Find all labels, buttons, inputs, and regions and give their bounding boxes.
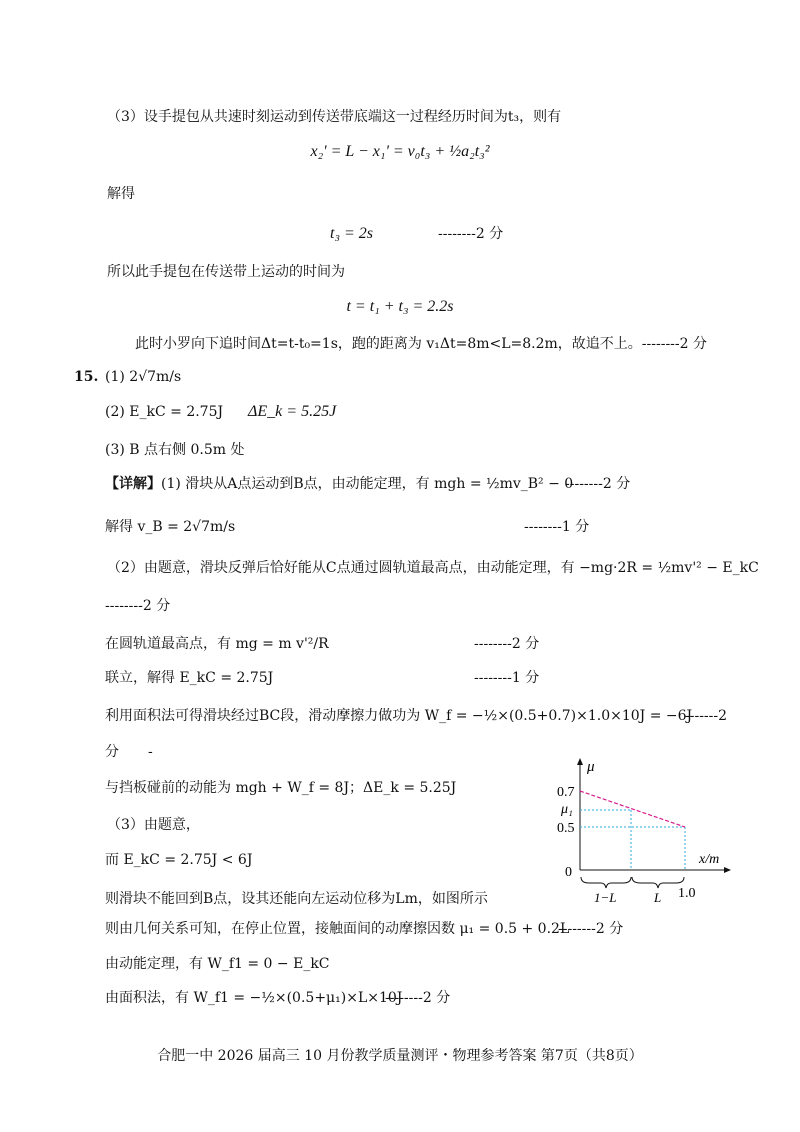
q15-number: 15. <box>74 369 99 385</box>
segment-1-L: 1−L <box>594 890 617 905</box>
q15-part3-mianji: 由面积法，有 W_f1 = −½×(0.5+μ₁)×L×10J <box>105 990 403 1006</box>
q15-fen: 分 <box>105 744 119 760</box>
q15-part3-dongneng: 由动能定理，有 W_f1 = 0 − E_kC <box>105 956 330 972</box>
tick-1.0: 1.0 <box>678 886 696 901</box>
q15-lianli-mark: --------1 分 <box>474 670 540 686</box>
detail-1-text: (1) 滑块从A点运动到B点，由动能定理，有 mgh = ½mv_B² − 0 <box>161 476 574 492</box>
segment-L: L <box>654 890 662 905</box>
x-axis-arrow <box>724 867 731 873</box>
q14-text-2: 所以此手提包在传送带上运动的时间为 <box>107 264 345 280</box>
q15-part3-cannot: 则滑块不能回到B点，设其还能向左运动位移为Lm，如图所示 <box>105 891 488 907</box>
q15-top-text: 在圆轨道最高点，有 mg = m v'²/R <box>105 636 329 652</box>
q14-formula-3: t = t₁ + t₃ = 2.2s <box>346 298 454 315</box>
detail-label: 【详解】 <box>105 476 161 492</box>
x-axis-label: x/m <box>699 852 720 867</box>
q15-lianli: 联立，解得 E_kC = 2.75J <box>105 670 274 686</box>
q15-detail-1-mark: --------2 分 <box>565 476 631 492</box>
tick-0.5: 0.5 <box>557 821 575 836</box>
y-axis-label: μ <box>587 759 595 775</box>
q14-formula-1: x₂' = L − x₁' = v₀t₃ + ½a₂t₃² <box>310 143 490 160</box>
q15-answer-3: (3) B 点右侧 0.5m 处 <box>105 442 245 458</box>
q15-detail-2: 解得 v_B = 2√7m/s <box>105 519 236 535</box>
q14-text-3: 此时小罗向下追时间Δt=t-t₀=1s，跑的距离为 v₁Δt=8m<L=8.2m，故追不上。--------2 分 <box>135 336 708 352</box>
q15-part3-intro: （3）由题意， <box>107 817 200 833</box>
q14-jiede: 解得 <box>107 186 135 202</box>
tick-0.7: 0.7 <box>557 785 575 800</box>
q15-before-text: 与挡板碰前的动能为 mgh + W_f = 8J；ΔE_k = 5.25J <box>105 780 457 796</box>
q15-part3-mianji-mark: --------2 分 <box>385 990 451 1006</box>
friction-line <box>580 791 685 827</box>
page-footer: 合肥一中 2026 届高三 10 月份教学质量测评・物理参考答案 第7页（共8页） <box>157 1048 643 1064</box>
q14-formula-2: t₃ = 2s <box>330 225 374 242</box>
q15-top-mark: --------2 分 <box>474 636 540 652</box>
q14-mark-2: --------2 分 <box>438 226 504 242</box>
y-axis-arrow <box>577 758 583 765</box>
q15-dash: - <box>148 744 153 760</box>
q15-part2-text: （2）由题意，滑块反弹后恰好能从C点通过圆轨道最高点，由动能定理，有 −mg·2R = ½mv'² − E_kC <box>107 560 759 576</box>
q15-part3-geom-mark: --------2 分 <box>558 921 624 937</box>
tick-mu1: μ₁ <box>561 802 573 817</box>
q15-detail-2-mark: --------1 分 <box>524 519 590 535</box>
q15-part3-geom: 则由几何关系可知，在停止位置，接触面间的动摩擦因数 μ₁ = 0.5 + 0.2L <box>105 921 570 937</box>
q15-answer-1: (1) 2√7m/s <box>105 369 182 385</box>
q14-part3-intro: （3）设手提包从共速时刻运动到传送带底端这一过程经历时间为t₃，则有 <box>107 109 562 125</box>
q15-answer-2a: (2) E_kC = 2.75J <box>105 404 224 420</box>
q15-detail-1 <box>105 474 573 494</box>
q15-area-text: 利用面积法可得滑块经过BC段，滑动摩擦力做功为 W_f = −½×(0.5+0.7)×1.0×10J = −6J <box>105 708 693 724</box>
q15-answer-2b: ΔE_k = 5.25J <box>248 403 337 420</box>
friction-graph <box>545 755 735 905</box>
q15-area-mark: -------2 <box>685 708 728 724</box>
brace-left <box>581 877 631 888</box>
origin-label: 0 <box>565 865 572 880</box>
q15-part3-er: 而 E_kC = 2.75J < 6J <box>105 852 253 868</box>
brace-right <box>632 877 684 888</box>
q15-part2-mark: --------2 分 <box>105 598 171 614</box>
